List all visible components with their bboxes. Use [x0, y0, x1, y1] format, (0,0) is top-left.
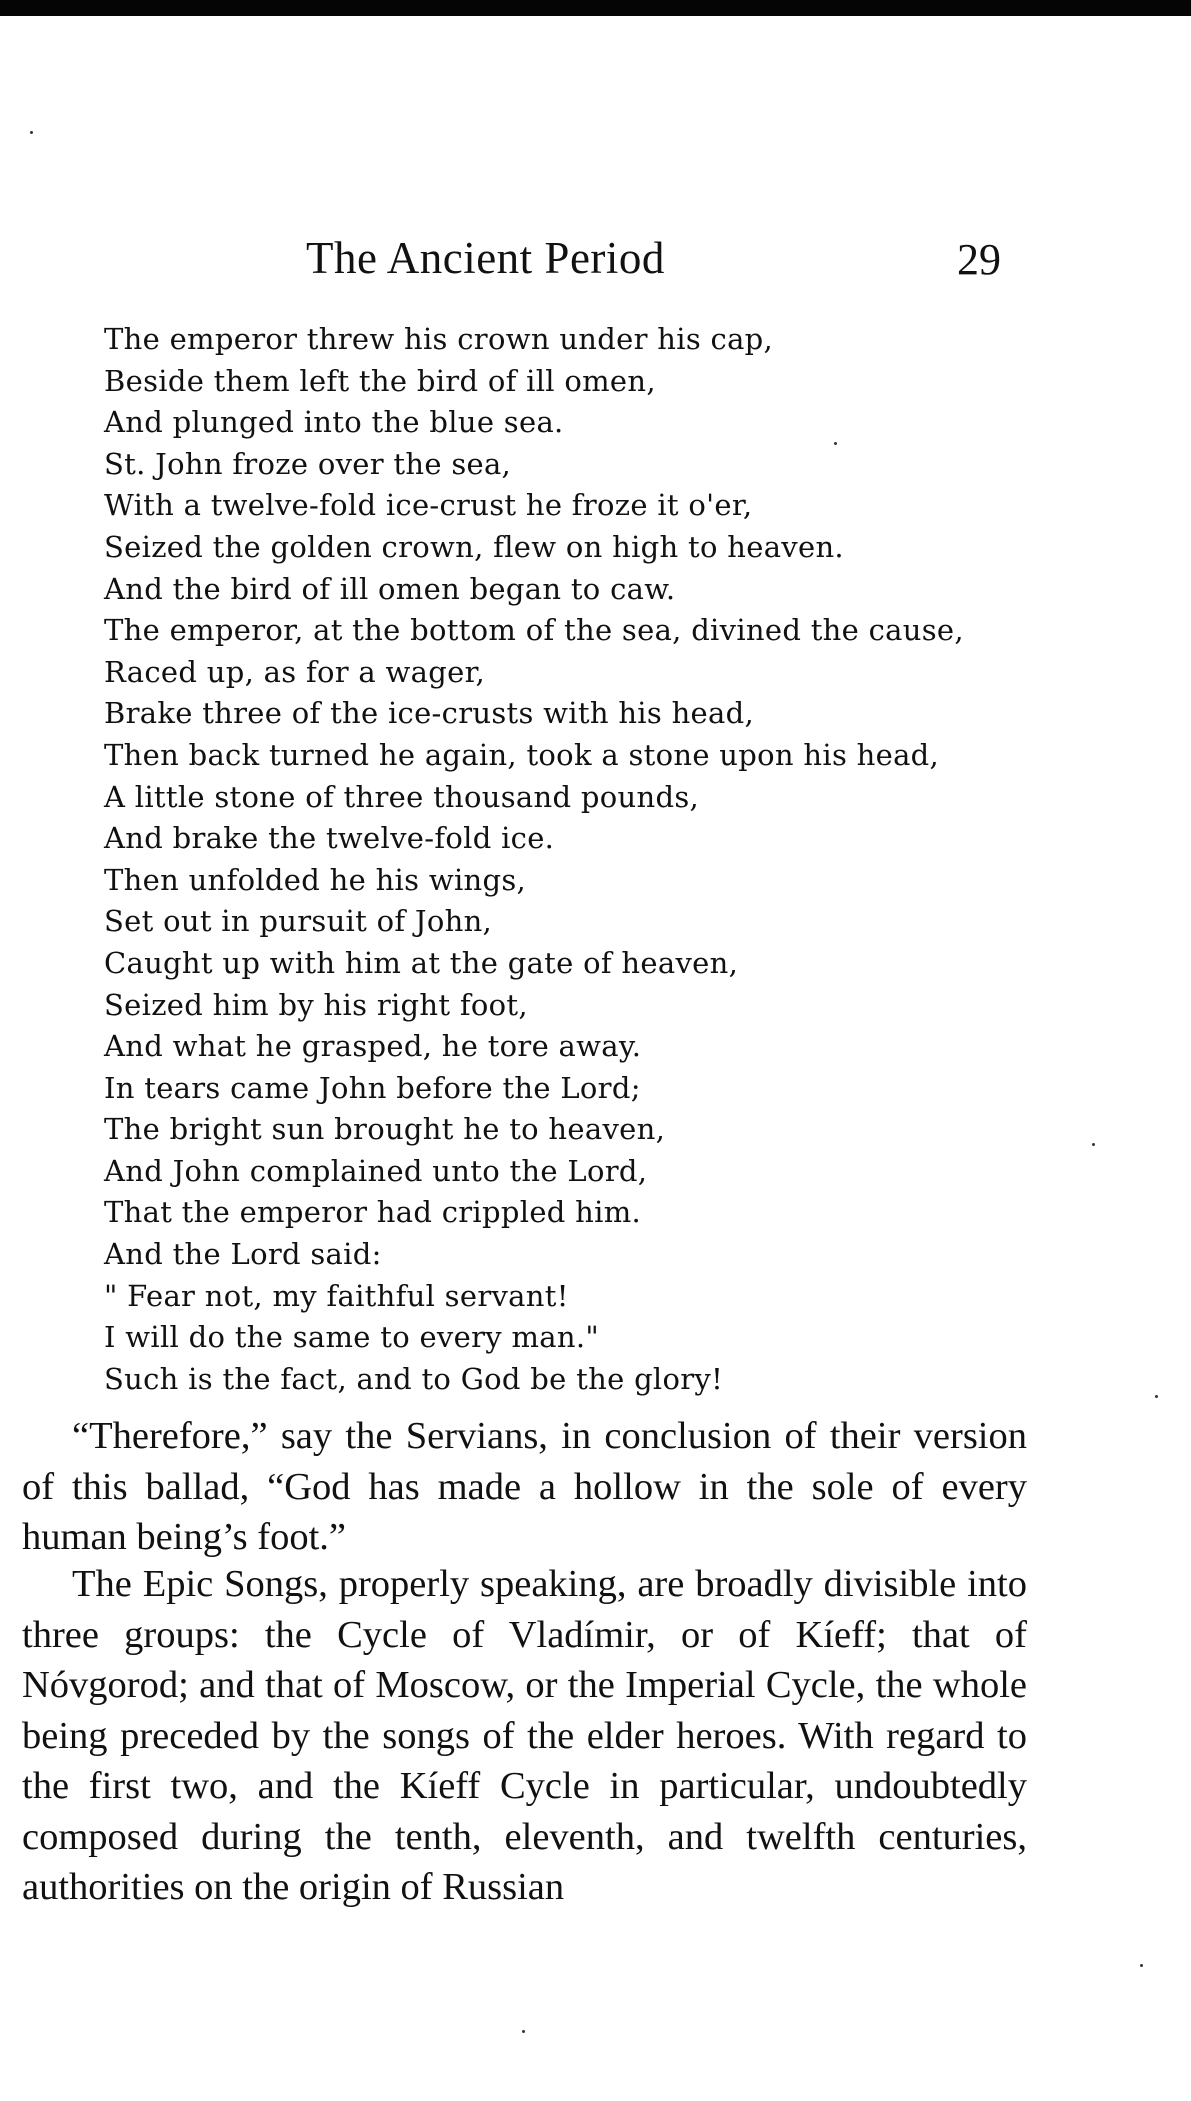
ballad-verse — [104, 319, 1104, 1400]
page-header — [0, 228, 1191, 288]
verse-line: " Fear not, my faithful servant! — [104, 1278, 569, 1313]
verse-line: The emperor, at the bottom of the sea, divined the cause, — [104, 613, 964, 648]
body-paragraph: “Therefore,” say the Servians, in conclusion of their version of this ballad, “God has made a hollow in the sole of every human being’s foot.” — [22, 1415, 1027, 1558]
verse-line: Then back turned he again, took a stone upon his head, — [104, 737, 940, 772]
verse-line: That the emperor had crippled him. — [104, 1195, 642, 1230]
verse-line: With a twelve-fold ice-crust he froze it o'er, — [104, 488, 753, 523]
verse-line: A little stone of three thousand pounds, — [104, 779, 700, 814]
scan-speck — [522, 2030, 525, 2033]
verse-line: And the Lord said: — [104, 1237, 382, 1272]
verse-line: Caught up with him at the gate of heaven, — [104, 945, 739, 980]
verse-line: And brake the twelve-fold ice. — [104, 821, 555, 856]
verse-line: Seized him by his right foot, — [104, 987, 528, 1022]
verse-line: I will do the same to every man." — [104, 1320, 599, 1355]
verse-line: And plunged into the blue sea. — [104, 405, 564, 440]
scan-speck — [1140, 1964, 1143, 1967]
verse-line: The emperor threw his crown under his cap, — [104, 322, 774, 356]
scan-top-edge — [0, 0, 1191, 16]
verse-line: Raced up, as for a wager, — [104, 654, 486, 689]
scan-speck — [30, 131, 33, 134]
page-number: 29 — [957, 235, 1001, 284]
scan-speck — [1155, 1395, 1158, 1398]
verse-line: And John complained unto the Lord, — [104, 1153, 648, 1188]
verse-line: And what he grasped, he tore away. — [104, 1029, 642, 1064]
verse-line: In tears came John before the Lord; — [104, 1070, 641, 1105]
body-paragraph: The Epic Songs, properly speaking, are broadly divisible into three groups: the Cycle of Vladímir, or of Kíeff; that of Nóvgorod; and that of Moscow, or the Imperial Cycle, the whole being preceded by the songs of the elder heroes. With regard to the first two, and the Kíeff Cycle in particular, undoubtedly composed during the tenth, eleventh, and twelfth centuries, authorities on the origin of Russian — [22, 1563, 1027, 1908]
running-title: The Ancient Period — [306, 233, 665, 283]
verse-line: Beside them left the bird of ill omen, — [104, 363, 656, 398]
verse-line: Seized the golden crown, flew on high to heaven. — [104, 529, 844, 564]
verse-line: And the bird of ill omen began to caw. — [104, 571, 676, 606]
verse-line: Then unfolded he his wings, — [104, 862, 527, 897]
verse-line: Set out in pursuit of John, — [104, 904, 493, 939]
verse-line: Such is the fact, and to God be the glory! — [104, 1361, 724, 1396]
verse-line: The bright sun brought he to heaven, — [104, 1112, 666, 1147]
verse-line: Brake three of the ice-crusts with his head, — [104, 696, 754, 731]
verse-line: St. John froze over the sea, — [104, 446, 512, 481]
